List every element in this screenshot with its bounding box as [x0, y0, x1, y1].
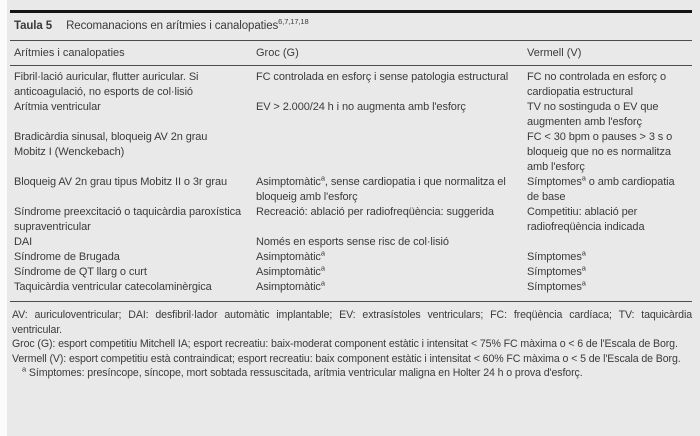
column-header-conditions: Arítmies i canalopaties [14, 47, 125, 59]
cell-vermell: TV no sostinguda o EV que augmenten amb l'esforç [527, 101, 659, 128]
table-row [10, 70, 692, 100]
column-header-vermell: Vermell (V) [527, 47, 582, 59]
table-caption [10, 13, 692, 40]
cell-condition: Arítmia ventricular [14, 101, 101, 113]
cell-condition: Fibril·lació auricular, flutter auricular. Si anticoagulació, no esports de col·lisió [14, 71, 199, 98]
cell-vermell [523, 235, 692, 250]
cell-groc: Asimptomàtic$^a$, sense cardiopatia i que normalitza el bloqueig amb l'esforç [256, 173, 506, 203]
cell-vermell: Símptomes$^a$ [527, 263, 586, 278]
cell-groc: Només en esports sense risc de col·lisió [256, 236, 449, 248]
cell-groc: Asimptomàtic$^a$ [256, 248, 325, 263]
cell-groc: EV > 2.000/24 h i no augmenta amb l'esforç [256, 101, 466, 113]
table-row [10, 250, 692, 265]
table-row [10, 235, 692, 250]
footnote: AV: auriculoventricular; DAI: desfibril·lador automàtic implantable; EV: extrasístoles ventriculars; FC: freqüència cardíaca; TV: taquicàrdia ventricular. [12, 309, 692, 336]
cell-condition: Síndrome de Brugada [14, 251, 120, 263]
cell-groc: Asimptomàtic$^a$ [256, 278, 325, 293]
cell-vermell: FC < 30 bpm o pauses > 3 s o bloqueig que no es normalitza amb l'esforç [527, 131, 673, 173]
footnote: $^a$ Símptomes: presíncope, síncope, mort sobtada ressuscitada, arítmia ventricular maligna en Holter 24 h o prova d'esforç. [22, 364, 583, 380]
cell-vermell: Símptomes$^a$ o amb cardiopatia de base [527, 173, 675, 203]
cell-vermell: FC no controlada en esforç o cardiopatia estructural [527, 71, 667, 98]
table-row [10, 205, 692, 235]
cell-condition: Bradicàrdia sinusal, bloqueig AV 2n grau Mobitz I (Wenckebach) [14, 131, 208, 158]
table-content [10, 10, 692, 381]
cell-condition: Síndrome preexcitació o taquicàrdia paroxística supraventricular [14, 206, 242, 233]
table-body [10, 66, 692, 301]
cell-condition: Bloqueig AV 2n grau tipus Mobitz II o 3r grau [14, 176, 227, 188]
table-footnotes [10, 302, 692, 381]
table-row [10, 100, 692, 130]
page-margin [0, 0, 7, 436]
cell-groc: Asimptomàtic$^a$ [256, 263, 325, 278]
cell-condition: Síndrome de QT llarg o curt [14, 266, 147, 278]
table-row [10, 280, 692, 295]
cell-vermell: Competitiu: ablació per radiofreqüència indicada [527, 206, 645, 233]
cell-groc: Recreació: ablació per radiofreqüència: suggerida [256, 206, 494, 218]
cell-condition: DAI [14, 236, 33, 248]
table-row [10, 175, 692, 205]
cell-groc: FC controlada en esforç i sense patologia estructural [256, 71, 509, 83]
table-title-references: 6,7,17,18 [278, 17, 309, 27]
table-number: Taula 5 [14, 20, 53, 32]
cell-condition: Taquicàrdia ventricular catecolaminèrgica [14, 281, 212, 293]
table-title: Recomanacions en arítmies i canalopaties [66, 20, 279, 32]
table-row [10, 130, 692, 175]
table-row [10, 265, 692, 280]
cell-vermell: Símptomes$^a$ [527, 248, 586, 263]
cell-vermell: Símptomes$^a$ [527, 278, 586, 293]
table-header-row [10, 41, 692, 65]
footnote: Vermell (V): esport competitiu està contraindicat; esport recreatiu: baix component estàtic i intensitat < 60% FC màxima o < 5 de l'Escala de Borg. [12, 352, 681, 365]
column-header-groc: Groc (G) [256, 47, 299, 59]
cell-groc [252, 130, 523, 175]
footnote: Groc (G): esport competitiu Mitchell IA; esport recreatiu: baix-moderat component estàtic i intensitat < 75% FC màxima o < 6 de l'Escala de Borg. [12, 338, 678, 351]
